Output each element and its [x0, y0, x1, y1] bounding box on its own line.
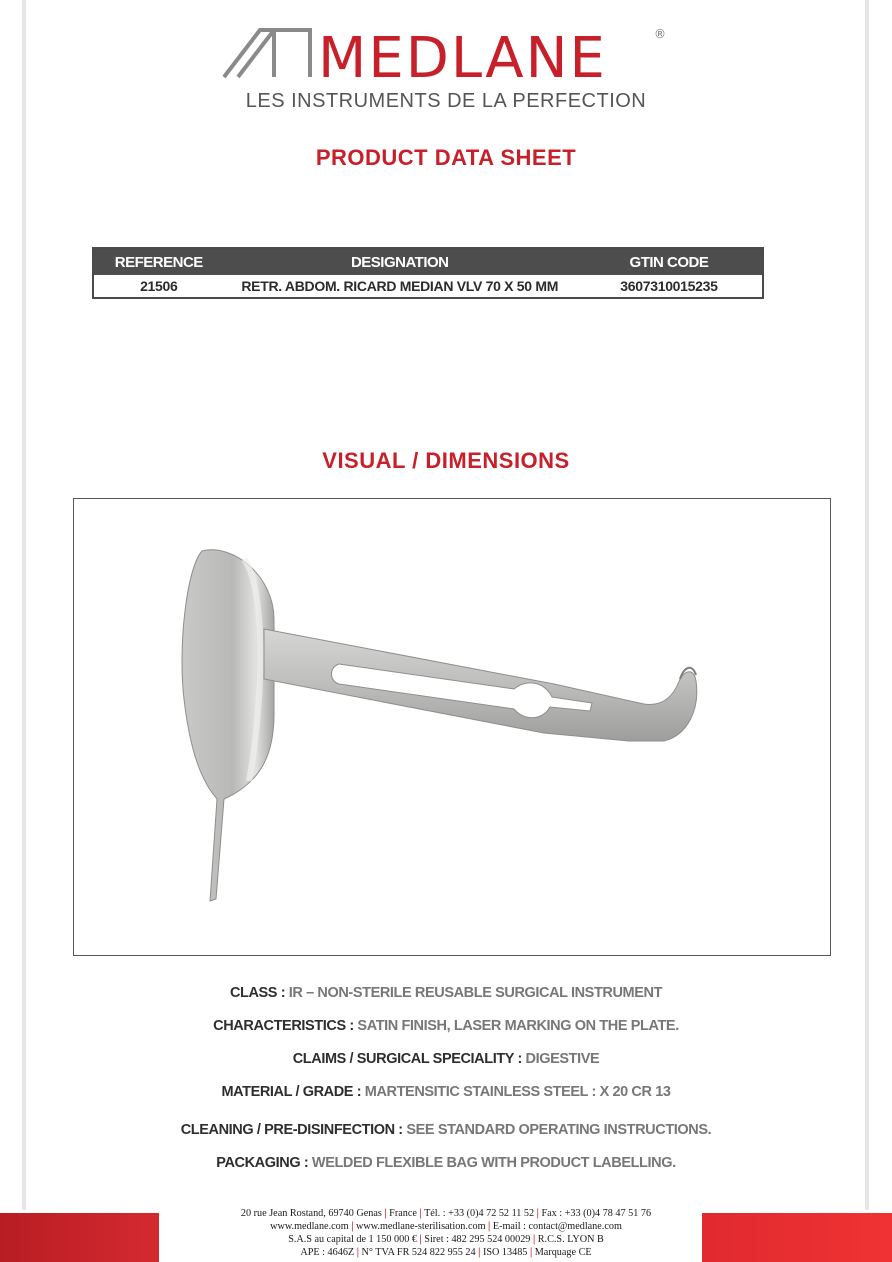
spec-material: MATERIAL / GRADE : MARTENSITIC STAINLESS STEEL : X 20 CR 13 [221, 1084, 671, 1100]
footer-line-address: 20 rue Jean Rostand, 69740 Genas | France | Tél. : +33 (0)4 72 52 11 52 | Fax : +33 (0)4 78 47 51 76 [240, 1208, 652, 1219]
footer-line-legal: APE : 4646Z | N° TVA FR 524 822 955 24 | ISO 13485 | Marquage CE [300, 1247, 592, 1258]
sterilisation-website-link[interactable]: www.medlane-sterilisation.com [356, 1221, 486, 1232]
medlane-logo [222, 22, 672, 84]
header-gtin: GTIN CODE [576, 248, 763, 275]
spec-cleaning: CLEANING / PRE-DISINFECTION : SEE STANDARD OPERATING INSTRUCTIONS. [180, 1122, 712, 1138]
spec-packaging: PACKAGING : WELDED FLEXIBLE BAG WITH PRODUCT LABELLING. [216, 1155, 676, 1171]
registered-mark: ® [654, 27, 666, 41]
sheet-title: PRODUCT DATA SHEET [315, 145, 577, 170]
footer-line-web: www.medlane.com | www.medlane-sterilisation.com | E-mail : contact@medlane.com [270, 1221, 622, 1232]
spec-claims: CLAIMS / SURGICAL SPECIALITY : DIGESTIVE [292, 1051, 600, 1067]
retractor-illustration [74, 499, 830, 955]
header-reference: REFERENCE [93, 248, 224, 275]
spec-characteristics: CHARACTERISTICS : SATIN FINISH, LASER MARKING ON THE PLATE. [213, 1018, 679, 1034]
brand-tagline: LES INSTRUMENTS DE LA PERFECTION [245, 90, 647, 112]
table-header-row [93, 248, 763, 275]
product-visual-frame [73, 498, 831, 956]
reference-table [92, 247, 764, 299]
footer-contact [0, 1207, 892, 1259]
website-link[interactable]: www.medlane.com [270, 1221, 349, 1232]
cell-gtin: 3607310015235 [620, 278, 718, 294]
cell-designation: RETR. ABDOM. RICARD MEDIAN VLV 70 X 50 MM [241, 278, 559, 294]
cell-reference: 21506 [140, 278, 178, 294]
header-designation: DESIGNATION [224, 248, 576, 275]
email-link[interactable]: E-mail : contact@medlane.com [492, 1221, 622, 1232]
footer-line-company: S.A.S au capital de 1 150 000 € | Siret : 482 295 524 00029 | R.C.S. LYON B [288, 1234, 604, 1245]
visual-title: VISUAL / DIMENSIONS [322, 448, 570, 473]
brand-name: MEDLANE [318, 26, 607, 84]
table-row [93, 275, 763, 298]
spec-class: CLASS : IR – NON-STERILE REUSABLE SURGICAL INSTRUMENT [229, 985, 663, 1001]
